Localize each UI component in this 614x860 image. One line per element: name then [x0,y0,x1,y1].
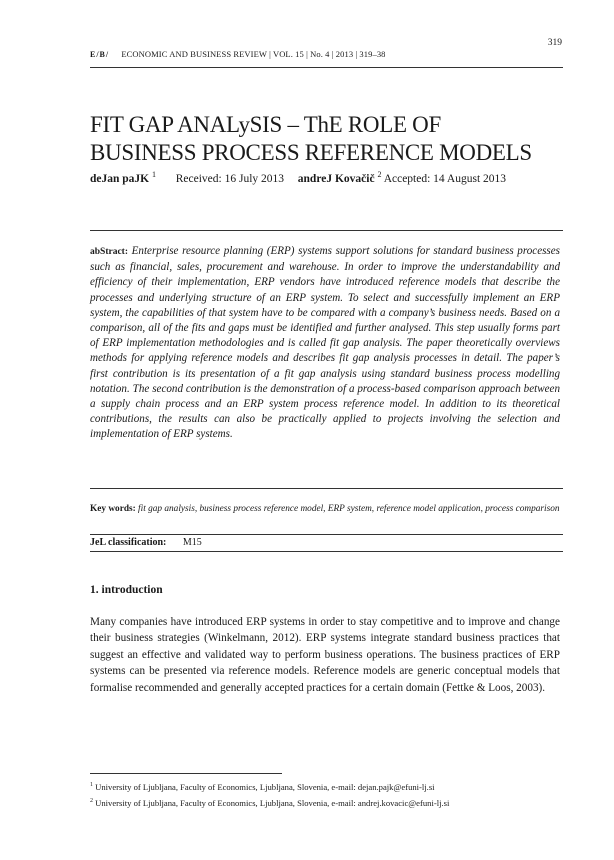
footnote-2-mark: 2 [90,798,93,805]
abstract-top-rule [90,230,563,231]
page-number: 319 [547,38,562,48]
section-heading: 1. introduction [90,584,163,596]
footnote-1 [90,782,570,792]
introduction-paragraph: Many companies have introduced ERP systems in order to stay competitive and to improve and change their business strategies (Winkelmann, 2012). ERP systems integrate standard business practices that suggest an effective and validated way to perform business operations. The business practices of ERP systems can be presented via reference models. Reference models are generic conceptual models that formalise recommended and generally accepted practices for a certain domain (Fettke & Loos, 2003). [90,616,560,694]
running-header [90,49,563,59]
jel-label: JeL classification: [90,537,167,548]
footnote-1-text: University of Ljubljana, Faculty of Economics, Ljubljana, Slovenia, e-mail: dejan.pajk@efuni-lj.si [95,782,435,792]
running-head-text: ECONOMIC AND BUSINESS REVIEW | VOL. 15 | No. 4 | 2013 | 319–38 [121,49,386,59]
author-2-footnote-mark: 2 [377,170,382,179]
jel-top-rule [90,534,563,535]
header-rule [90,67,563,68]
abstract-text: Enterprise resource planning (ERP) systems support solutions for standard business processes such as financial, sales, procurement and warehouse. In order to improve the understandability and efficiency of their implementation, ERP vendors have introduced reference models that describe the processes and underlying structure of an ERP system. To select and successfully implement an ERP system, the capabilities of that system have to be compared with a company’s business needs. Based on a comparison, all of the fits and gaps must be identified and further analysed. This step usually forms part of ERP implementation methodologies and is called fit gap analysis. The paper theoretically overviews methods for applying reference models and describes fit gap analysis processes in detail. The paper’s first contribution is its presentation of a fit gap analysis using standard business process modelling notation. The second contribution is the demonstration of a process-based comparison approach between a supply chain process and an ERP system process reference model. In addition to its theoretical contributions, the results can also be practically applied to projects involving the selection and implementation of ERP systems. [90,245,560,441]
accepted-date: Accepted: 14 August 2013 [383,172,507,185]
journal-abbreviation: E/B/ [90,50,110,59]
keywords-text: fit gap analysis, business process reference model, ERP system, reference model application, process comparison [138,504,560,514]
abstract-bottom-rule [90,488,563,489]
title-line-2: BUSINESS PROCESS REFERENCE MODELS [90,140,532,165]
keywords [90,502,560,517]
jel-value: M15 [182,537,202,548]
abstract-label: abStract: [90,247,128,257]
footnote-2-text: University of Ljubljana, Faculty of Economics, Ljubljana, Slovenia, e-mail: andrej.kovacic@efuni-lj.si [95,798,450,808]
abstract [90,244,560,443]
title-line-1: FIT GAP ANALySIS – ThE ROLE OF [90,112,441,137]
received-date: Received: 16 July 2013 [175,172,285,185]
author-2-name: andreJ Kovačič [297,172,375,185]
footnote-1-mark: 1 [90,782,93,789]
author-byline [90,170,570,185]
footnote-2 [90,798,570,808]
author-1-name: deJan paJK [90,172,150,185]
author-1-footnote-mark: 1 [152,170,156,179]
jel-bottom-rule [90,551,563,552]
keywords-label: Key words: [90,504,136,514]
jel-classification [90,537,560,548]
article-title [90,111,570,167]
footnote-rule [90,773,282,774]
